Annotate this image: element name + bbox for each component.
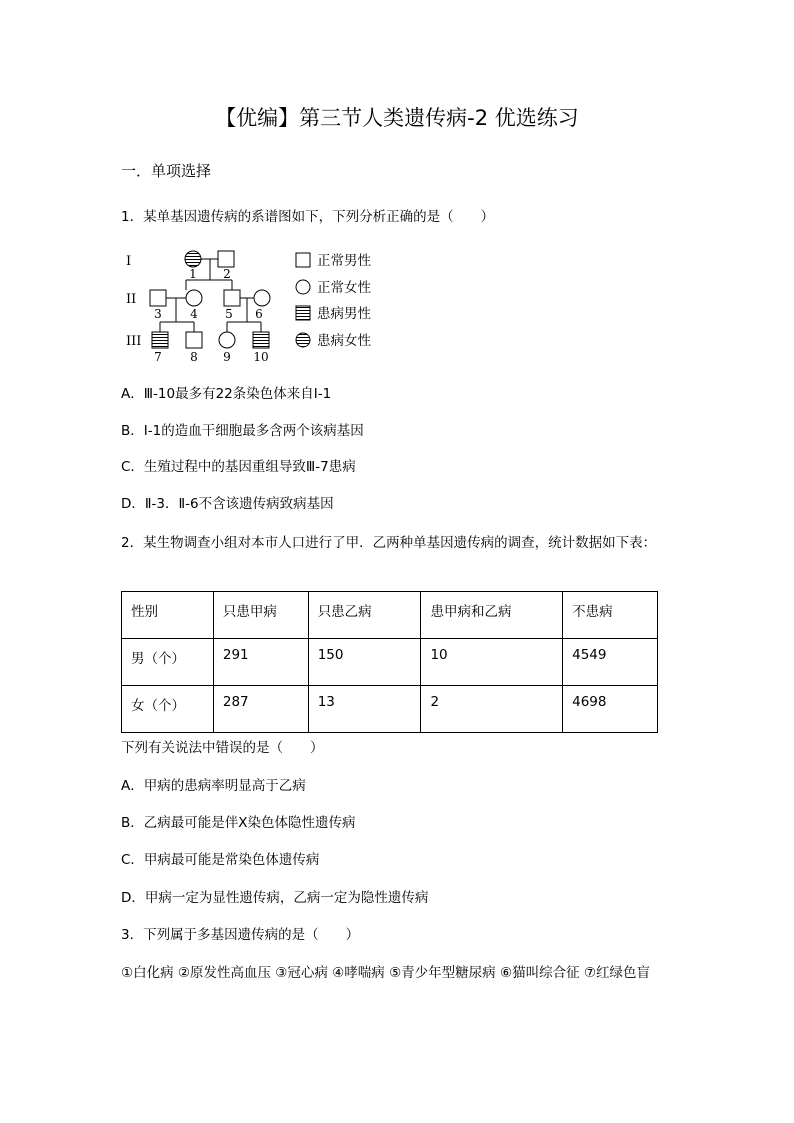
- pedigree-label-6: 6: [255, 307, 263, 321]
- table-row: [122, 639, 658, 686]
- table-header-cell: 只患甲病: [213, 592, 308, 639]
- pedigree-label-9: 9: [223, 350, 231, 364]
- q2-option-a: A．甲病的患病率明显高于乙病: [121, 778, 306, 794]
- table-header-cell: 患甲病和乙病: [421, 592, 563, 639]
- legend-affected-male: 患病男性: [317, 306, 371, 322]
- q2-stem: 2．某生物调查小组对本市人口进行了甲．乙两种单基因遗传病的调查，统计数据如下表：: [121, 535, 657, 551]
- pedigree-label-3: 3: [154, 307, 162, 321]
- table-cell: 4698: [563, 686, 658, 733]
- legend-normal-male-symbol: [296, 253, 310, 267]
- q1-option-d: D．Ⅱ-3．Ⅱ-6不含该遗传病致病基因: [121, 496, 334, 512]
- generation-label-1: I: [126, 254, 132, 269]
- legend-affected-female: 患病女性: [317, 333, 371, 349]
- pedigree-label-1: 1: [189, 267, 197, 281]
- survey-table: [121, 591, 658, 733]
- table-header-cell: 不患病: [563, 592, 658, 639]
- pedigree-label-4: 4: [190, 307, 198, 321]
- table-header-cell: 只患乙病: [308, 592, 421, 639]
- q1-option-a: A．Ⅲ-10最多有22条染色体来自Ⅰ-1: [121, 386, 332, 402]
- q2-option-d: D．甲病一定为显性遗传病，乙病一定为隐性遗传病: [121, 890, 429, 906]
- pedigree-III-9-normal-female: [219, 332, 235, 348]
- q2-option-c: C．甲病最可能是常染色体遗传病: [121, 852, 320, 868]
- generation-label-3: III: [126, 334, 142, 349]
- pedigree-chart: [121, 240, 421, 365]
- legend-normal-female: 正常女性: [317, 280, 371, 296]
- pedigree-II-4-normal-female: [186, 290, 202, 306]
- generation-label-2: II: [126, 292, 137, 307]
- section-title: 一．单项选择: [121, 162, 212, 180]
- table-cell: 男（个）: [122, 639, 214, 686]
- table-header-cell: 性别: [122, 592, 214, 639]
- pedigree-label-5: 5: [225, 307, 233, 321]
- pedigree-label-8: 8: [190, 350, 198, 364]
- legend-affected-female-symbol: [296, 333, 310, 347]
- table-row: [122, 686, 658, 733]
- pedigree-I-1-affected-female: [185, 251, 201, 267]
- pedigree-III-8-normal-male: [186, 332, 202, 348]
- pedigree-II-5-normal-male: [224, 290, 240, 306]
- q1-stem: 1．某单基因遗传病的系谱图如下，下列分析正确的是（ ）: [121, 209, 495, 225]
- pedigree-label-2: 2: [223, 267, 231, 281]
- q2-question: 下列有关说法中错误的是（ ）: [121, 740, 324, 756]
- legend-normal-male: 正常男性: [317, 253, 371, 269]
- table-cell: 291: [213, 639, 308, 686]
- legend-affected-male-symbol: [296, 306, 310, 320]
- table-cell: 150: [308, 639, 421, 686]
- pedigree-III-7-affected-male: [152, 332, 168, 348]
- table-cell: 女（个）: [122, 686, 214, 733]
- table-cell: 2: [421, 686, 563, 733]
- q3-stem: 3．下列属于多基因遗传病的是（ ）: [121, 927, 360, 943]
- table-cell: 13: [308, 686, 421, 733]
- pedigree-II-3-normal-male: [150, 290, 166, 306]
- pedigree-label-7: 7: [154, 350, 162, 364]
- pedigree-label-10: 10: [253, 350, 269, 364]
- q3-choices: ①白化病 ②原发性高血压 ③冠心病 ④哮喘病 ⑤青少年型糖尿病 ⑥猫叫综合征 ⑦红绿色盲: [121, 965, 650, 981]
- q1-option-c: C．生殖过程中的基因重组导致Ⅲ-7患病: [121, 459, 356, 475]
- legend-normal-female-symbol: [296, 280, 310, 294]
- pedigree-I-2-normal-male: [218, 251, 234, 267]
- table-cell: 4549: [563, 639, 658, 686]
- q2-option-b: B．乙病最可能是伴X染色体隐性遗传病: [121, 815, 356, 831]
- table-header-row: [122, 592, 658, 639]
- table-cell: 287: [213, 686, 308, 733]
- table-cell: 10: [421, 639, 563, 686]
- pedigree-III-10-affected-male: [253, 332, 269, 348]
- page-title: 【优编】第三节人类遗传病-2 优选练习: [215, 106, 579, 130]
- pedigree-II-6-normal-female: [254, 290, 270, 306]
- q1-option-b: B．Ⅰ-1的造血干细胞最多含两个该病基因: [121, 423, 364, 439]
